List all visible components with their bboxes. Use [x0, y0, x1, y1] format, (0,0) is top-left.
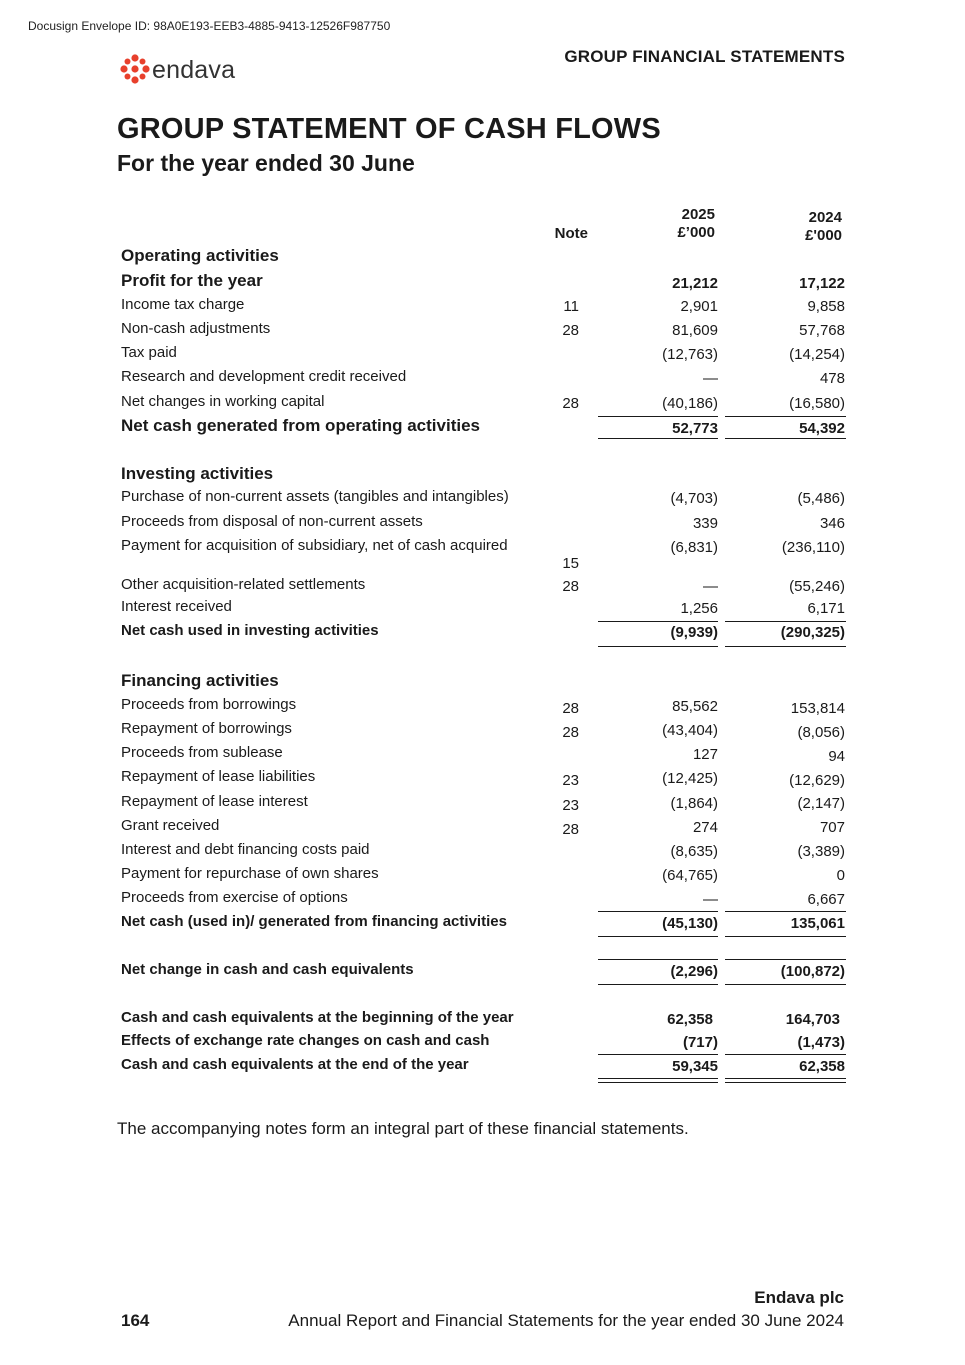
table-row: Interest and debt financing costs paid (8,635) (3,389)	[121, 841, 845, 860]
rule-line	[725, 438, 846, 439]
table-row: Proceeds from sublease 127 94	[121, 744, 845, 765]
table-row: Grant received 28 274 707	[121, 817, 845, 838]
table-row: Payment for repurchase of own shares (64,765) 0	[121, 865, 845, 884]
table-row: Repayment of lease liabilities 23 (12,425) (12,629)	[121, 768, 845, 789]
column-header-2024: 2024 £'000	[805, 209, 842, 244]
page-subtitle: For the year ended 30 June	[117, 150, 415, 176]
section-header: GROUP FINANCIAL STATEMENTS	[564, 47, 845, 66]
table-row: Non-cash adjustments 28 81,609 57,768	[121, 320, 845, 339]
rule-line	[598, 646, 718, 647]
logo	[120, 44, 235, 84]
table-row: Repayment of lease interest 23 (1,864) (2,147)	[121, 793, 845, 814]
column-header-2025: 2025 £’000	[677, 206, 715, 241]
rule-line	[598, 911, 718, 912]
closing-cash-row: Cash and cash equivalents at the end of the year 59,345 62,358	[121, 1056, 845, 1075]
page-number: 164	[121, 1311, 150, 1330]
table-row: Repayment of borrowings 28 (43,404) (8,056)	[121, 720, 845, 741]
table-row: Profit for the year 21,212 17,122	[121, 271, 845, 292]
rule-line	[598, 959, 718, 960]
table-row: Proceeds from exercise of options — 6,667	[121, 889, 845, 908]
table-row: Interest received 1,256 6,171	[121, 598, 845, 617]
table-row: Net changes in working capital 28 (40,186) (16,580)	[121, 393, 845, 412]
envelope-id: Docusign Envelope ID: 98A0E193-EEB3-4885-9413-12526F987750	[28, 19, 391, 33]
section-heading-operating: Operating activities	[121, 246, 279, 265]
table-row: Purchase of non-current assets (tangibles and intangibles) (4,703) (5,486)	[121, 488, 845, 507]
rule-line	[598, 984, 718, 985]
accompanying-note: The accompanying notes form an integral part of these financial statements.	[117, 1119, 689, 1138]
logo-text: endava	[152, 56, 236, 84]
rule-line	[725, 936, 846, 937]
table-row: Other acquisition-related settlements 28 — (55,246)	[121, 576, 845, 595]
table-row: Tax paid (12,763) (14,254)	[121, 344, 845, 363]
section-heading-investing: Investing activities	[121, 464, 274, 483]
fx-effect-row: Effects of exchange rate changes on cash and cash (717) (1,473)	[121, 1032, 845, 1051]
rule-line	[598, 438, 718, 439]
rule-line	[725, 959, 846, 960]
total-row-investing: Net cash used in investing activities (9,939) (290,325)	[121, 622, 845, 641]
table-row: Proceeds from disposal of non-current assets 339 346	[121, 513, 845, 532]
double-rule-line	[598, 1078, 718, 1079]
opening-cash-row: Cash and cash equivalents at the beginning of the year 62,358 164,703	[121, 1009, 840, 1028]
footer-company: Endava plc	[754, 1288, 844, 1307]
endava-logo-icon	[120, 54, 150, 84]
section-heading-financing: Financing activities	[121, 671, 279, 690]
column-header-note: Note	[554, 225, 588, 242]
rule-line	[725, 984, 846, 985]
net-change-row: Net change in cash and cash equivalents (2,296) (100,872)	[121, 961, 845, 980]
rule-line	[725, 1054, 846, 1055]
rule-line	[598, 936, 718, 937]
table-row: Income tax charge 11 2,901 9,858	[121, 296, 845, 315]
table-row: Payment for acquisition of subsidiary, net of cash acquired 15 (6,831) (236,110)	[121, 537, 845, 572]
rule-line	[725, 911, 846, 912]
table-row: Research and development credit received — 478	[121, 368, 845, 387]
double-rule-line	[598, 1082, 718, 1083]
rule-line	[725, 646, 846, 647]
table-row: Proceeds from borrowings 28 85,562 153,814	[121, 696, 845, 717]
total-row-financing: Net cash (used in)/ generated from financing activities (45,130) 135,061	[121, 913, 845, 932]
double-rule-line	[725, 1078, 846, 1079]
page-title: GROUP STATEMENT OF CASH FLOWS	[117, 113, 661, 145]
total-row-operating: Net cash generated from operating activities 52,773 54,392	[121, 416, 845, 437]
rule-line	[598, 1054, 718, 1055]
double-rule-line	[725, 1082, 846, 1083]
footer-report-title: Annual Report and Financial Statements for the year ended 30 June 2024	[288, 1311, 844, 1330]
